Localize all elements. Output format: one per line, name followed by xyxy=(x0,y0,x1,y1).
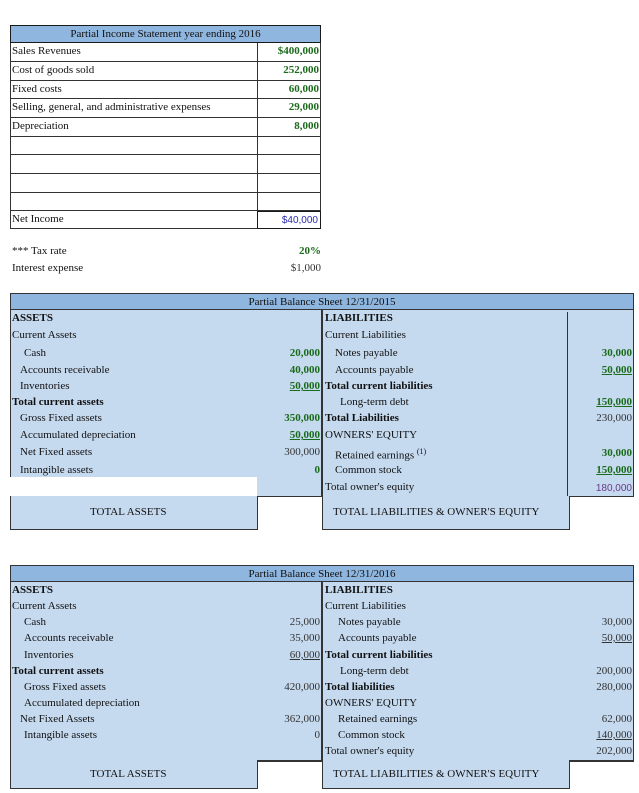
bs2016-current-assets: Current Assets xyxy=(12,600,77,612)
tax-rate-label: *** Tax rate xyxy=(12,245,67,257)
bs2015-tcl-label: Total current liabilities xyxy=(325,380,433,392)
bs2016-toe-value: 202,000 xyxy=(596,745,632,757)
bs2015-ltd-value: 150,000 xyxy=(596,396,632,408)
bs2016-ad-label: Accumulated depreciation xyxy=(24,697,140,709)
bs2016-nfa-value: 362,000 xyxy=(284,713,320,725)
income-row-value: 252,000 xyxy=(283,64,319,76)
bs2015-gfa-value: 350,000 xyxy=(284,412,320,424)
net-income-label: Net Income xyxy=(12,213,64,225)
bs2016-gfa-value: 420,000 xyxy=(284,681,320,693)
tax-rate-value: 20% xyxy=(299,245,321,257)
income-empty-row xyxy=(10,136,321,154)
bs2015-re-label xyxy=(335,447,426,462)
bs2016-inv-value: 60,000 xyxy=(289,649,320,661)
bs2015-inv-value: 50,000 xyxy=(289,380,320,392)
bs2016-current-liab: Current Liabilities xyxy=(325,600,406,612)
bs2015-toe-label: Total owner's equity xyxy=(325,481,415,493)
income-row-label: Sales Revenues xyxy=(12,45,81,57)
bs2016-ia-value: 0 xyxy=(314,729,320,741)
bs2016-cash-value: 25,000 xyxy=(289,616,320,628)
bs2015-liab-header: LIABILITIES xyxy=(325,312,393,324)
bs2015-cs-value: 150,000 xyxy=(596,464,632,476)
bs2015-ar-label: Accounts receivable xyxy=(20,364,110,376)
bs2015-cash-label: Cash xyxy=(24,347,46,359)
bs2015-oe-label: OWNERS' EQUITY xyxy=(325,429,418,441)
income-row xyxy=(10,80,321,98)
bs2016-ia-label: Intangible assets xyxy=(24,729,98,741)
income-row-label: Cost of goods sold xyxy=(12,64,95,76)
bs2016-tcl-label: Total current liabilities xyxy=(325,649,433,661)
bs2015-ia-label: Intangible assets xyxy=(20,464,94,476)
bs2016-inv-label: Inventories xyxy=(24,649,74,661)
bs2015-cash-value: 20,000 xyxy=(289,347,320,359)
bs2016-assets-header: ASSETS xyxy=(12,584,53,596)
bs2016-tloe-label: TOTAL LIABILITIES & OWNER'S EQUITY xyxy=(333,768,540,780)
bs2015-cs-label: Common stock xyxy=(335,464,402,476)
income-row-label: Selling, general, and administrative expenses xyxy=(12,101,211,113)
bs2016-cs-value: 140,000 xyxy=(596,729,632,741)
income-row xyxy=(10,43,321,61)
bs2015-inv-label: Inventories xyxy=(20,380,70,392)
bs2015-current-assets: Current Assets xyxy=(12,329,77,341)
bs2016-ap-label: Accounts payable xyxy=(338,632,417,644)
income-row-value: $400,000 xyxy=(277,45,319,57)
bs2016-toe-label: Total owner's equity xyxy=(325,745,415,757)
income-row xyxy=(10,98,321,116)
bs2015-total-assets-label: TOTAL ASSETS xyxy=(90,506,167,518)
income-row-label: Fixed costs xyxy=(12,83,62,95)
bs2015-tloe-label: TOTAL LIABILITIES & OWNER'S EQUITY xyxy=(333,506,540,518)
income-empty-row xyxy=(10,154,321,172)
bs2015-ar-value: 40,000 xyxy=(289,364,320,376)
bs2015-np-value: 30,000 xyxy=(601,347,632,359)
bs2015-ad-label: Accumulated depreciation xyxy=(20,429,136,441)
bs2015-nfa-value: 300,000 xyxy=(284,446,320,458)
bs2015-ap-value: 50,000 xyxy=(601,364,632,376)
bs2016-ap-value: 50,000 xyxy=(601,632,632,644)
bs2016-tl-value: 280,000 xyxy=(596,681,632,693)
bs2015-ap-label: Accounts payable xyxy=(335,364,414,376)
bs2015-current-liab: Current Liabilities xyxy=(325,329,406,341)
interest-label: Interest expense xyxy=(12,262,84,274)
bs2016-cash-label: Cash xyxy=(24,616,46,628)
bs2016-tca-label: Total current assets xyxy=(12,665,104,677)
bs2015-tl-value: 230,000 xyxy=(596,412,632,424)
income-row xyxy=(10,117,321,135)
bs2016-gfa-label: Gross Fixed assets xyxy=(24,681,106,693)
bs2015-ltd-label: Long-term debt xyxy=(340,396,409,408)
income-row xyxy=(10,61,321,79)
bs2016-np-label: Notes payable xyxy=(338,616,401,628)
bs2015-ad-value: 50,000 xyxy=(289,429,320,441)
bs2016-nfa-label: Net Fixed Assets xyxy=(20,713,95,725)
bs2016-tl-label: Total liabilities xyxy=(325,681,395,693)
bs2015-np-label: Notes payable xyxy=(335,347,398,359)
bs2015-nfa-label: Net Fixed assets xyxy=(20,446,93,458)
bs2015-tl-label: Total Liabilities xyxy=(325,412,399,424)
bs2016-ltd-value: 200,000 xyxy=(596,665,632,677)
bs2016-ar-label: Accounts receivable xyxy=(24,632,114,644)
bs2016-ar-value: 35,000 xyxy=(289,632,320,644)
net-income-value: $40,000 xyxy=(257,211,321,229)
income-empty-row xyxy=(10,192,321,210)
bs2015-re-value: 30,000 xyxy=(601,447,632,459)
bs2015-gfa-label: Gross Fixed assets xyxy=(20,412,102,424)
bs2015-re-text: Retained earnings xyxy=(335,449,415,462)
income-row-value: 8,000 xyxy=(294,120,319,132)
bs2016-total-assets-label: TOTAL ASSETS xyxy=(90,768,167,780)
bs2015-re-note: (1) xyxy=(416,447,427,456)
bs2015-tca-label: Total current assets xyxy=(12,396,104,408)
bs2016-re-label: Retained earnings xyxy=(338,713,418,725)
income-empty-row xyxy=(10,173,321,191)
bs2015-ia-value: 0 xyxy=(314,464,320,476)
income-row-value: 29,000 xyxy=(288,101,319,113)
bs2015-title: Partial Balance Sheet 12/31/2015 xyxy=(10,293,634,310)
income-statement-title: Partial Income Statement year ending 2016 xyxy=(10,25,321,43)
income-row-label: Depreciation xyxy=(12,120,69,132)
bs2016-np-value: 30,000 xyxy=(601,616,632,628)
bs2016-cs-label: Common stock xyxy=(338,729,405,741)
bs2016-title: Partial Balance Sheet 12/31/2016 xyxy=(10,565,634,582)
bs2016-liab-header: LIABILITIES xyxy=(325,584,393,596)
interest-value: $1,000 xyxy=(290,262,321,274)
bs2015-toe-value: 180,000 xyxy=(595,483,632,494)
income-row-value: 60,000 xyxy=(288,83,319,95)
bs2016-oe-label: OWNERS' EQUITY xyxy=(325,697,418,709)
bs2015-assets-header: ASSETS xyxy=(12,312,53,324)
bs2016-re-value: 62,000 xyxy=(601,713,632,725)
bs2016-ltd-label: Long-term debt xyxy=(340,665,409,677)
